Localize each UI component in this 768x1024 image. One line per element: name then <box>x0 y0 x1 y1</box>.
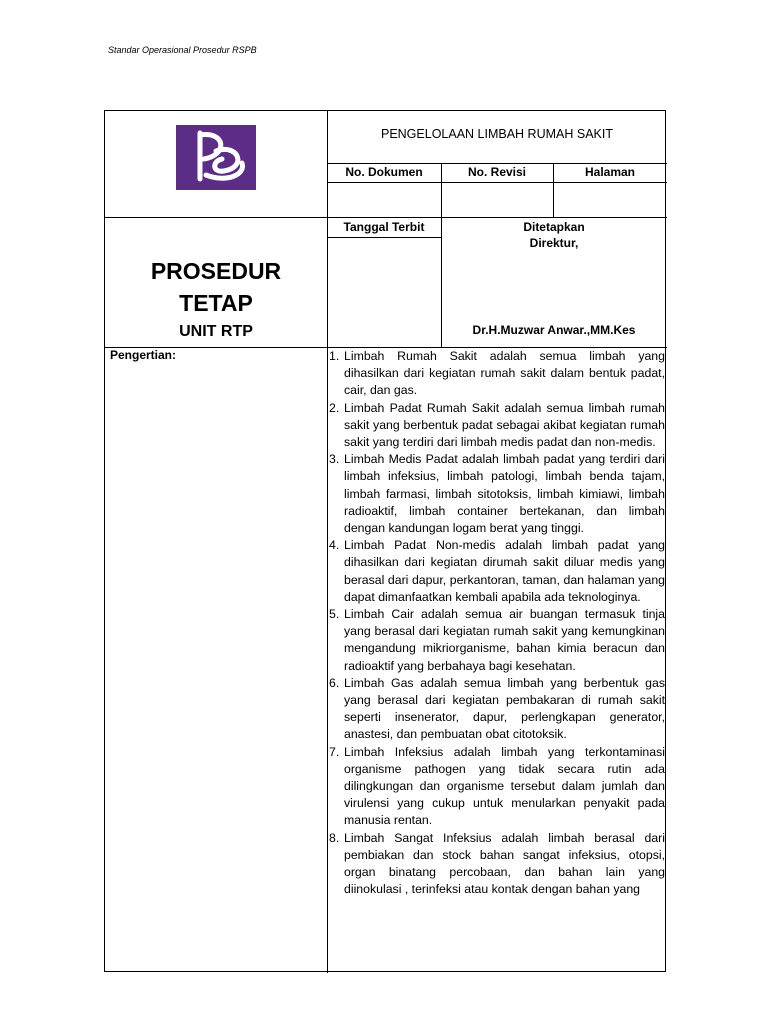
list-item <box>327 744 665 830</box>
direktur-label: Direktur, <box>529 236 579 250</box>
item-number: 5. <box>329 607 340 622</box>
definition-list <box>327 348 665 899</box>
list-item <box>327 606 665 675</box>
row-divider <box>327 182 667 183</box>
page-header-note: Standar Operasional Prosedur RSPB <box>108 45 257 55</box>
procedure-unit: UNIT RTP <box>179 323 253 340</box>
list-item <box>327 348 665 400</box>
row-divider <box>105 217 667 218</box>
list-item <box>327 400 665 452</box>
list-item <box>327 537 665 606</box>
no-revisi-label: No. Revisi <box>467 165 527 179</box>
list-item <box>327 830 665 899</box>
tanggal-terbit-label: Tanggal Terbit <box>343 220 425 234</box>
row-divider <box>327 163 667 164</box>
item-number: 1. <box>329 349 340 363</box>
item-text: Limbah Medis Padat adalah limbah padat yang terdiri dari limbah infeksius, limbah patologi, limbah benda tajam, limbah farmasi, limbah sitotoksis, limbah kimiawi, limbah radioaktif, limbah container bertekanan, dan limbah dengan kandungan logam berat yang tinggi. <box>344 452 665 536</box>
logo-mark-icon <box>176 125 256 190</box>
row-divider <box>327 237 441 238</box>
item-text: Limbah Rumah Sakit adalah semua limbah yang dihasilkan dari kegiatan rumah sakit dalam bentuk padat, cair, dan gas. <box>344 349 665 398</box>
item-text: Limbah Infeksius adalah limbah yang terkontaminasi organisme pathogen yang tidak secara rutin ada dilingkungan dan organisme tersebut dalam jumlah dan virulensi yang cukup untuk menularkan penyakit pada manusia rentan. <box>344 744 665 828</box>
procedure-title-line2: TETAP <box>179 290 253 316</box>
item-number: 6. <box>329 675 340 690</box>
signatory-name: Dr.H.Muzwar Anwar.,MM.Kes <box>472 323 636 337</box>
pengertian-label: Pengertian: <box>110 348 177 362</box>
item-number: 2. <box>329 400 340 415</box>
procedure-title-line1: PROSEDUR <box>150 258 282 284</box>
item-number: 8. <box>329 830 340 845</box>
item-number: 7. <box>329 744 340 759</box>
item-text: Limbah Padat Non-medis adalah limbah padat yang dihasilkan dari kegiatan dirumah sakit diluar medis yang berasal dari dapur, perkantoran, taman, dan halaman yang dapat dimanfaatkan kembali apabila ada teknologinya. <box>344 538 665 604</box>
hospital-logo <box>176 125 256 190</box>
no-dokumen-label: No. Dokumen <box>345 165 423 179</box>
item-text: Limbah Sangat Infeksius adalah limbah berasal dari pembiakan dan stock bahan sangat infeksius, otopsi, organ binatang percobaan, dan bahan lain yang diinokulasi , terinfeksi atau kontak dengan bahan yang <box>344 830 665 897</box>
list-item <box>327 451 665 537</box>
ditetapkan-label: Ditetapkan <box>523 220 585 234</box>
halaman-label: Halaman <box>584 165 636 179</box>
item-text: Limbah Padat Rumah Sakit adalah semua limbah rumah sakit yang berbentuk padat sebagai akibat kegiatan rumah sakit yang terdiri dari limbah medis padat dan non-medis. <box>344 400 665 450</box>
list-item <box>327 675 665 744</box>
sop-table <box>104 110 666 972</box>
item-text: Limbah Cair adalah semua air buangan termasuk tinja yang berasal dari kegiatan rumah sakit yang kemungkinan mengandung mikriorganisme, bahan kimia beracun dan radioaktif yang berbahaya bagi kesehatan. <box>344 607 665 673</box>
document-title: PENGELOLAAN LIMBAH RUMAH SAKIT <box>380 127 613 141</box>
item-number: 4. <box>329 538 340 553</box>
item-number: 3. <box>329 452 340 467</box>
item-text: Limbah Gas adalah semua limbah yang berbentuk gas yang berasal dari kegiatan pembakaran di rumah sakit seperti insenerator, dapur, perlengkapan generator, anastesi, dan pembuatan obat citotoksik. <box>344 675 665 742</box>
